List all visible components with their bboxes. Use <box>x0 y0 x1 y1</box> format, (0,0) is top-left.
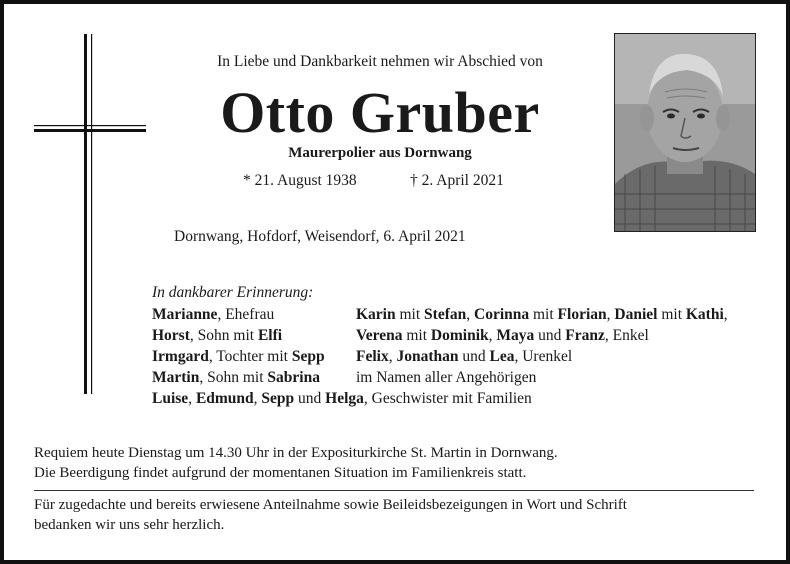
birth-date: * 21. August 1938 <box>243 172 357 189</box>
mourner-relation: , <box>488 327 497 344</box>
death-date: † 2. April 2021 <box>410 172 504 189</box>
mourner-line <box>152 304 325 325</box>
deceased-name: Otto Gruber <box>220 80 540 145</box>
siblings-line <box>152 388 532 409</box>
mourner-line <box>356 367 728 388</box>
mourner-name: Marianne <box>152 306 218 323</box>
mourner-relation: , <box>466 306 474 323</box>
mourner-name: Maya <box>496 327 535 344</box>
mourner-relation: und <box>294 390 326 407</box>
mourner-name: Jonathan <box>396 348 459 365</box>
mourner-relation: und <box>534 327 566 344</box>
mourner-relation: mit <box>402 327 431 344</box>
mourner-name: Karin <box>356 306 396 323</box>
mourner-name: Verena <box>356 327 403 344</box>
mourner-relation: , <box>253 390 262 407</box>
mourner-name: Daniel <box>614 306 658 323</box>
requiem-notice <box>34 443 558 483</box>
requiem-line-2: Die Beerdigung findet aufgrund der momentanen Situation im Familienkreis statt. <box>34 465 527 481</box>
mourner-name: Irmgard <box>152 348 209 365</box>
siblings-text <box>152 388 532 409</box>
mourner-relation: und <box>458 348 490 365</box>
mourner-relation: , Ehefrau <box>217 306 275 323</box>
mourner-relation: , Sohn mit <box>199 369 268 386</box>
mourner-name: Franz <box>565 327 605 344</box>
mourner-relation: mit <box>395 306 425 323</box>
mourner-name: Corinna <box>474 306 530 323</box>
intro-text: In Liebe und Dankbarkeit nehmen wir Abschied von <box>217 53 543 70</box>
mourner-name: Helga <box>325 390 364 407</box>
mourner-name: Sepp <box>291 348 325 365</box>
memory-heading: In dankbarer Erinnerung: <box>152 284 314 301</box>
mourner-line <box>356 346 728 367</box>
portrait-photo <box>614 33 756 232</box>
mourner-name: Sepp <box>261 390 295 407</box>
occupation: Maurerpolier aus Dornwang <box>288 145 472 161</box>
mourner-relation: , Sohn mit <box>189 327 258 344</box>
place-and-date: Dornwang, Hofdorf, Weisendorf, 6. April 2021 <box>174 228 466 245</box>
thanks-notice <box>34 495 627 535</box>
mourners-left-column <box>152 304 325 388</box>
thanks-line-1: Für zugedachte und bereits erwiesene Anteilnahme sowie Beileidsbezeigungen in Wort und Schrift <box>34 497 627 513</box>
mourner-relation: mit <box>529 306 558 323</box>
mourner-relation: im Namen aller Angehörigen <box>356 369 537 386</box>
mourner-line <box>356 325 728 346</box>
mourner-name: Felix <box>356 348 389 365</box>
mourner-relation: mit <box>657 306 686 323</box>
mourner-name: Sabrina <box>267 369 320 386</box>
mourner-name: Dominik <box>430 327 489 344</box>
mourner-relation: , <box>723 306 728 323</box>
mourner-line <box>152 325 325 346</box>
cross-icon <box>34 34 146 394</box>
requiem-line-1: Requiem heute Dienstag um 14.30 Uhr in der Expositurkirche St. Martin in Dornwang. <box>34 445 558 461</box>
mourner-relation: , Tochter mit <box>208 348 292 365</box>
mourner-relation: , Geschwister mit Familien <box>363 390 532 407</box>
mourner-name: Luise <box>152 390 189 407</box>
mourner-relation: , <box>606 306 615 323</box>
mourner-line <box>356 304 728 325</box>
mourner-name: Horst <box>152 327 190 344</box>
mourner-line <box>152 367 325 388</box>
mourner-name: Edmund <box>195 390 254 407</box>
mourner-name: Stefan <box>424 306 467 323</box>
mourner-relation: , <box>188 390 196 407</box>
divider <box>34 490 754 491</box>
mourner-line <box>152 346 325 367</box>
thanks-line-2: bedanken wir uns sehr herzlich. <box>34 517 225 533</box>
mourner-relation: , <box>388 348 397 365</box>
mourner-name: Martin <box>152 369 200 386</box>
mourner-name: Kathi <box>685 306 724 323</box>
mourner-relation: , Enkel <box>604 327 649 344</box>
mourner-name: Florian <box>557 306 607 323</box>
mourner-name: Elfi <box>257 327 283 344</box>
mourner-name: Lea <box>489 348 515 365</box>
mourner-relation: , Urenkel <box>514 348 573 365</box>
mourners-right-column <box>356 304 728 388</box>
